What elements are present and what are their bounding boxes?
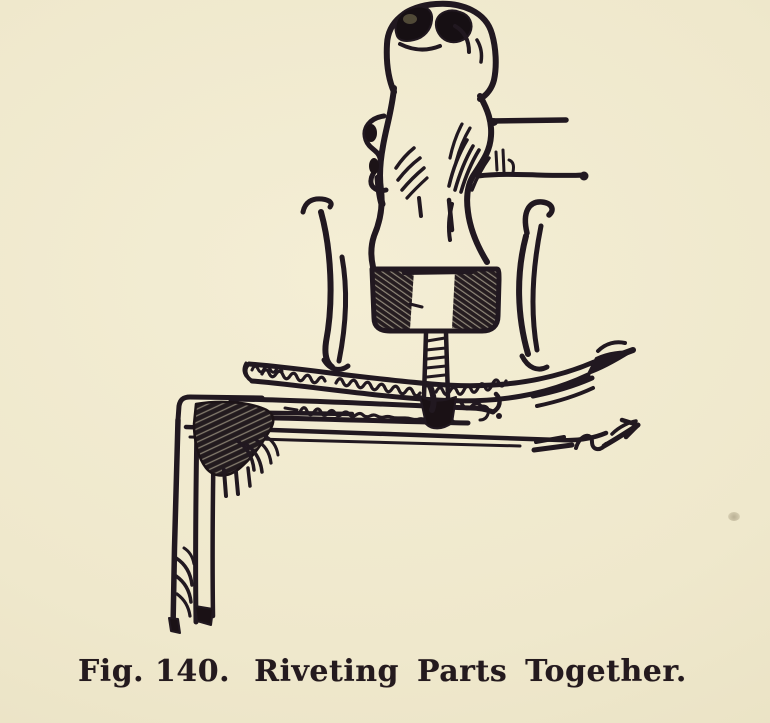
corner-shading [194, 402, 278, 496]
figure-caption [78, 654, 687, 689]
arrow-scribble [534, 420, 638, 450]
punch-pin [420, 333, 456, 428]
spring-arm-left [303, 199, 348, 370]
upper-bar [244, 342, 633, 406]
pointer-line-bottom [478, 172, 589, 181]
paper-speck [728, 512, 740, 521]
rivet-set-shank [365, 88, 514, 267]
rivet-set-knob [387, 4, 496, 99]
caption-label: Fig. 140. [78, 654, 231, 689]
caption-title: Riveting Parts Together. [254, 654, 687, 689]
spring-arm-right [519, 202, 552, 369]
pointer-line-top [488, 118, 566, 126]
die-block [372, 269, 499, 331]
